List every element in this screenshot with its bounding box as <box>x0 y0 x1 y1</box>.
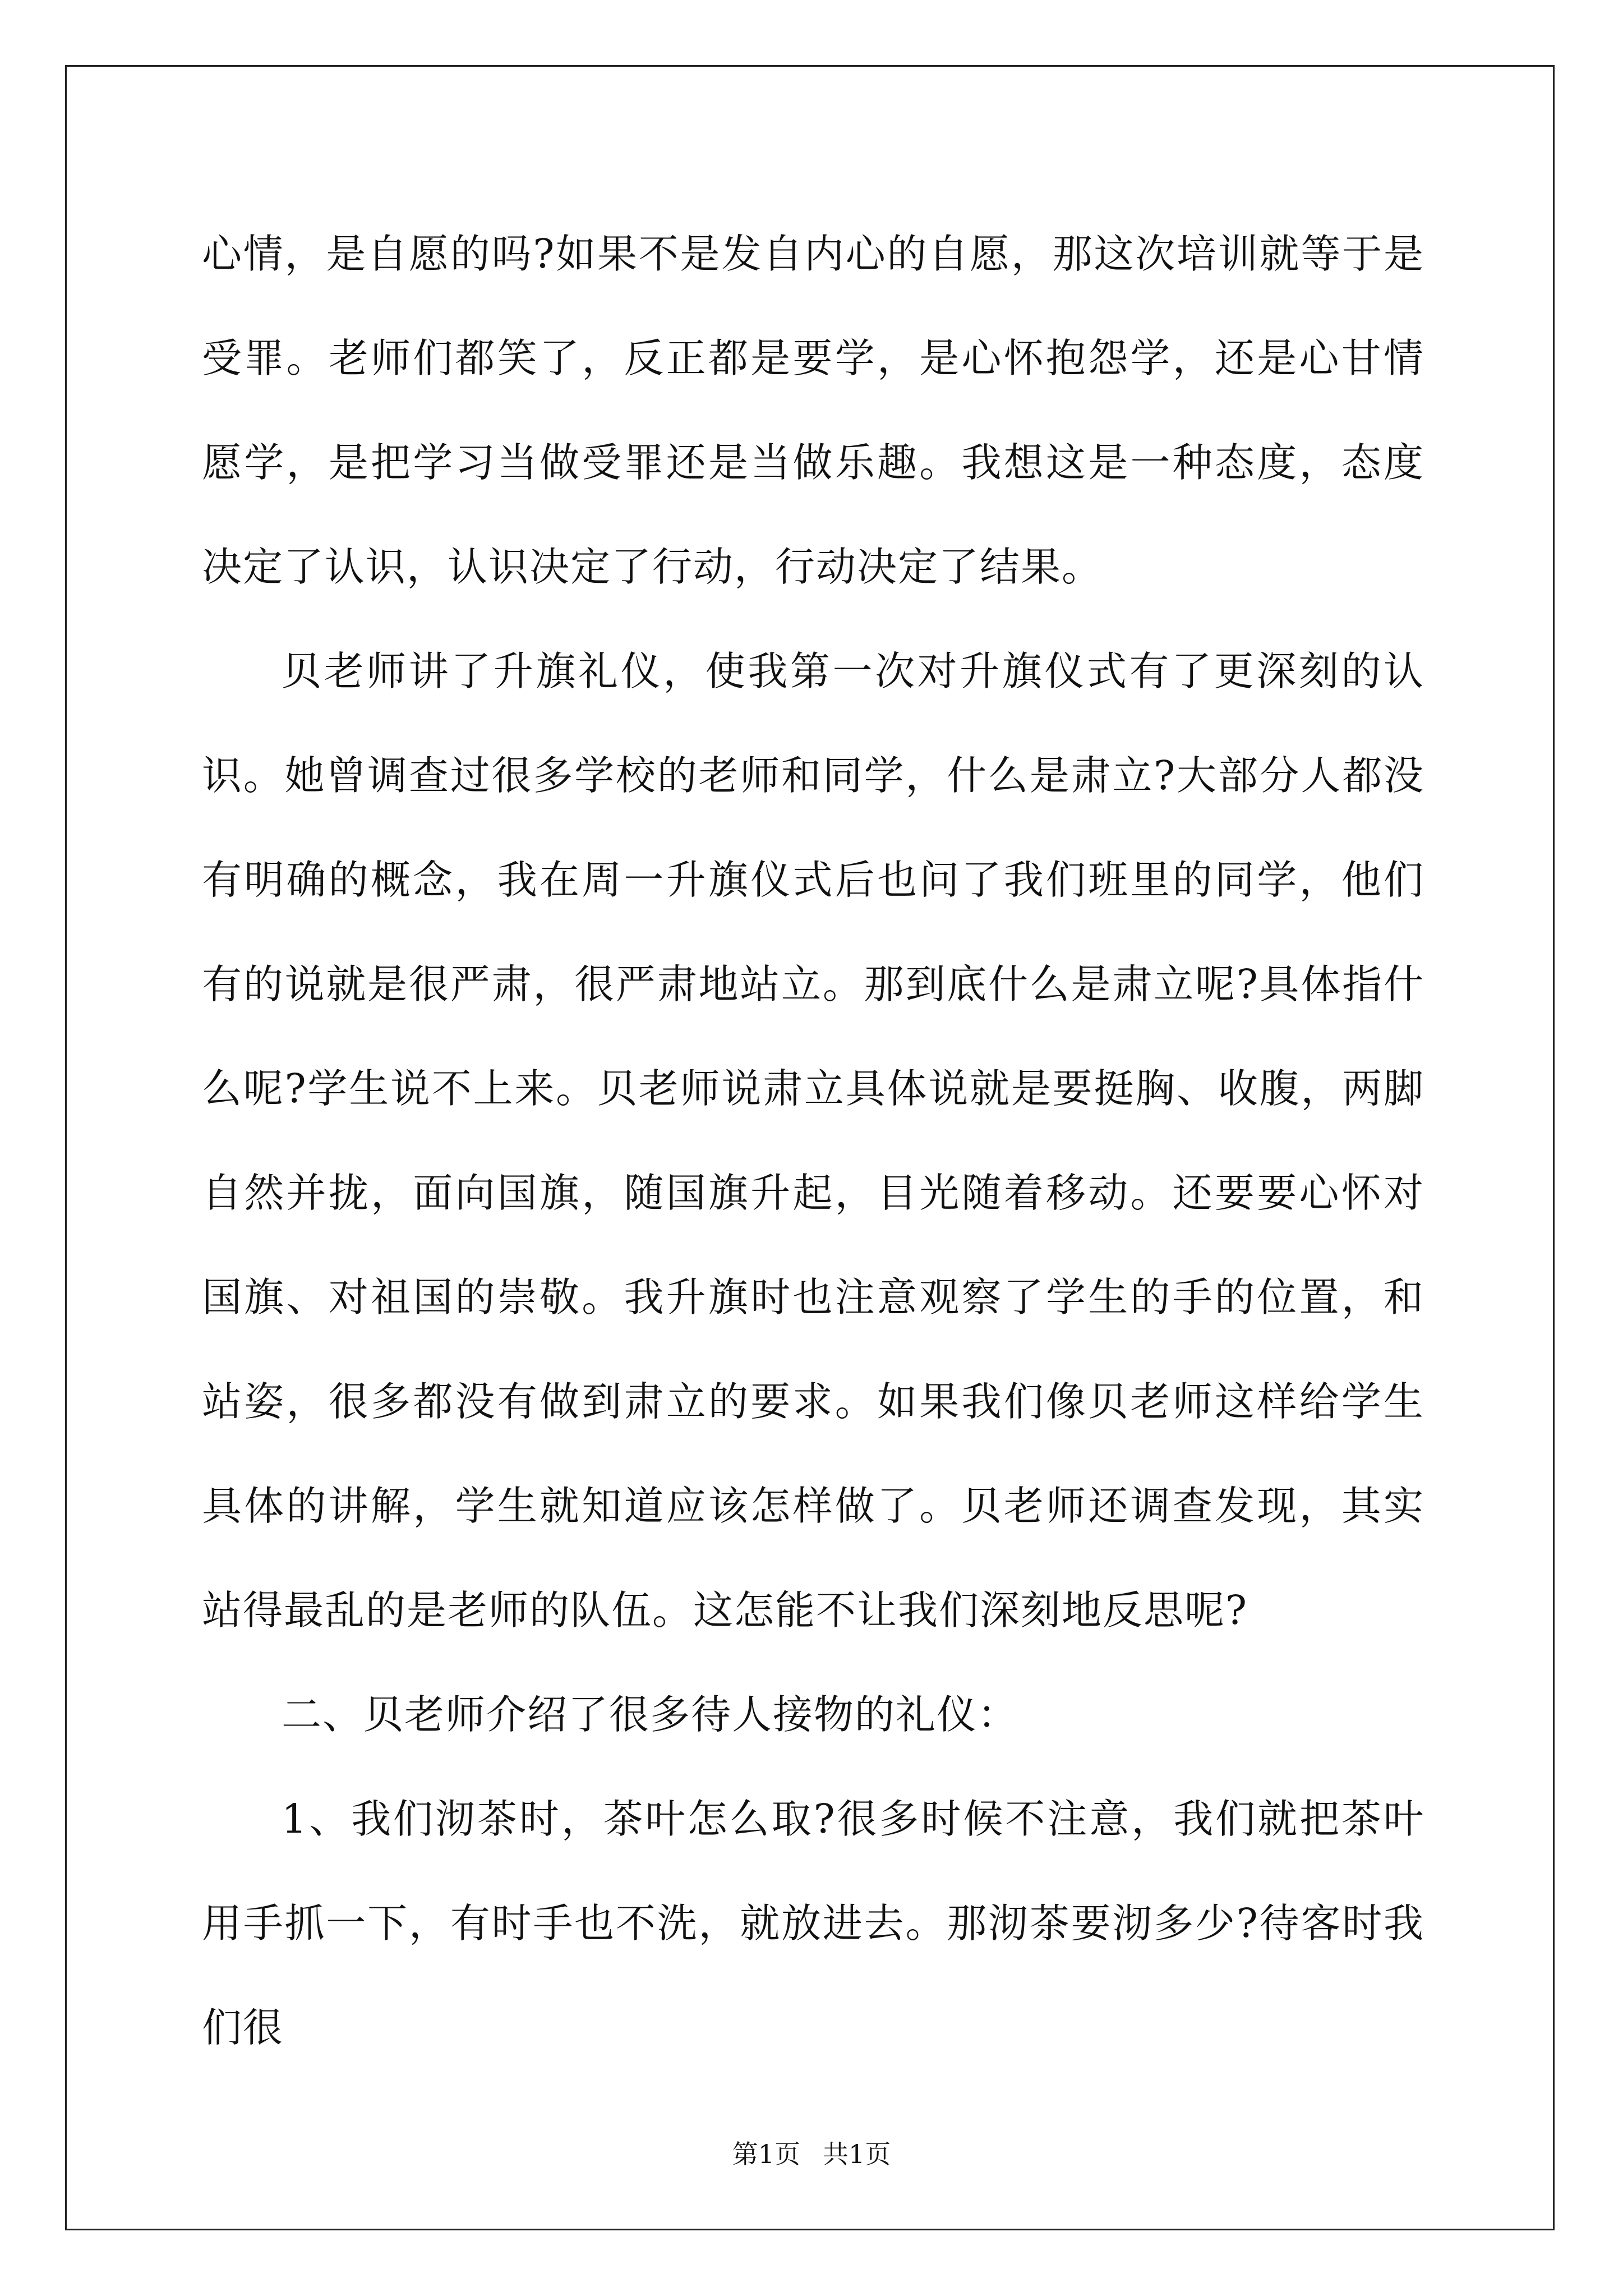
page-footer <box>0 2137 1623 2171</box>
page-number-total: 共1页 <box>823 2139 891 2169</box>
paragraph-2: 贝老师讲了升旗礼仪，使我第一次对升旗仪式有了更深刻的认识。她曾调查过很多学校的老师和同学，什么是肃立?大部分人都没有明确的概念，我在周一升旗仪式后也问了我们班里的同学，他们有的说就是很严肃，很严肃地站立。那到底什么是肃立呢?具体指什么呢?学生说不上来。贝老师说肃立具体说就是要挺胸、收腹，两脚自然并拢，面向国旗，随国旗升起，目光随着移动。还要要心怀对国旗、对祖国的崇敬。我升旗时也注意观察了学生的手的位置，和站姿，很多都没有做到肃立的要求。如果我们像贝老师这样给学生具体的讲解，学生就知道应该怎样做了。贝老师还调查发现，其实站得最乱的是老师的队伍。这怎能不让我们深刻地反思呢? <box>202 648 1424 1634</box>
paragraph-3: 二、贝老师介绍了很多待人接物的礼仪： <box>282 1691 1019 1738</box>
paragraph-4: 1、我们沏茶时，茶叶怎么取?很多时候不注意，我们就把茶叶用手抓一下，有时手也不洗，就放进去。那沏茶要沏多少?待客时我们很 <box>202 1796 1424 2051</box>
document-body <box>202 202 1424 2080</box>
page-number-current: 第1页 <box>732 2139 800 2169</box>
paragraph-1: 心情，是自愿的吗?如果不是发自内心的自愿，那这次培训就等于是受罪。老师们都笑了，反正都是要学，是心怀抱怨学，还是心甘情愿学，是把学习当做受罪还是当做乐趣。我想这是一种态度，态度决定了认识，认识决定了行动，行动决定了结果。 <box>202 231 1424 590</box>
